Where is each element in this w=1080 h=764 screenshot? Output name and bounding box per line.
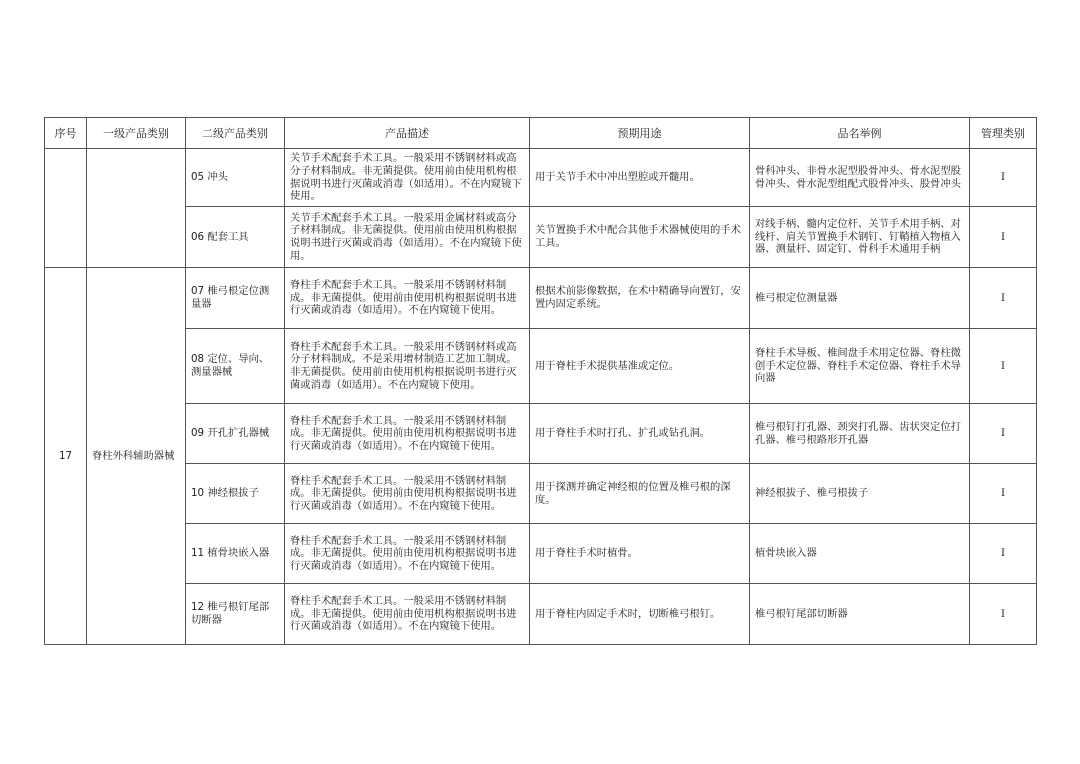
intended-use-cell: 根据术前影像数据，在术中精确导向置钉，安置内固定系统。 <box>530 268 750 329</box>
category2-cell: 10 神经根拔子 <box>186 464 285 524</box>
table-row <box>45 464 1037 524</box>
table-row <box>45 268 1037 329</box>
examples-cell: 脊柱手术导板、椎间盘手术用定位器、脊柱微创手术定位器、脊柱手术定位器、脊柱手术导向器 <box>750 329 970 404</box>
serial-number-cell: 17 <box>45 268 87 645</box>
product-classification-table <box>44 117 1037 645</box>
intended-use-cell: 用于脊柱手术时植骨。 <box>530 524 750 584</box>
category2-cell: 07 椎弓根定位测量器 <box>186 268 285 329</box>
table-row <box>45 584 1037 645</box>
examples-cell: 椎弓根定位测量器 <box>750 268 970 329</box>
table-row <box>45 149 1037 207</box>
description-cell: 脊柱手术配套手术工具。一般采用不锈钢材料制成。非无菌提供。使用前由使用机构根据说明书进行灭菌或消毒（如适用）。不在内窥镜下使用。 <box>285 464 530 524</box>
category2-cell: 11 植骨块嵌入器 <box>186 524 285 584</box>
category2-cell: 12 椎弓根钉尾部切断器 <box>186 584 285 645</box>
header-category-level1: 一级产品类别 <box>87 118 186 149</box>
category1-cell-empty <box>87 149 186 268</box>
header-intended-use: 预期用途 <box>530 118 750 149</box>
examples-cell: 椎弓根钉尾部切断器 <box>750 584 970 645</box>
examples-cell: 植骨块嵌入器 <box>750 524 970 584</box>
description-cell: 脊柱手术配套手术工具。一般采用不锈钢材料制成。非无菌提供。使用前由使用机构根据说明书进行灭菌或消毒（如适用）。不在内窥镜下使用。 <box>285 404 530 464</box>
description-cell: 脊柱手术配套手术工具。一般采用不锈钢材料制成。非无菌提供。使用前由使用机构根据说明书进行灭菌或消毒（如适用）。不在内窥镜下使用。 <box>285 584 530 645</box>
management-class-cell: I <box>970 464 1037 524</box>
intended-use-cell: 用于脊柱内固定手术时，切断椎弓根钉。 <box>530 584 750 645</box>
management-class-cell: I <box>970 207 1037 268</box>
intended-use-cell: 用于脊柱手术提供基准或定位。 <box>530 329 750 404</box>
category1-cell: 脊柱外科辅助器械 <box>87 268 186 645</box>
header-serial-number: 序号 <box>45 118 87 149</box>
header-management-class: 管理类别 <box>970 118 1037 149</box>
table-row <box>45 329 1037 404</box>
intended-use-cell: 用于探测并确定神经根的位置及椎弓根的深度。 <box>530 464 750 524</box>
examples-cell: 椎弓根钉打孔器、颈突打孔器、齿状突定位打孔器、椎弓根路形开孔器 <box>750 404 970 464</box>
category2-cell: 05 冲头 <box>186 149 285 207</box>
intended-use-cell: 用于脊柱手术时打孔、扩孔或钻孔洞。 <box>530 404 750 464</box>
management-class-cell: I <box>970 149 1037 207</box>
management-class-cell: I <box>970 524 1037 584</box>
intended-use-cell: 关节置换手术中配合其他手术器械使用的手术工具。 <box>530 207 750 268</box>
header-product-description: 产品描述 <box>285 118 530 149</box>
category2-cell: 09 开孔扩孔器械 <box>186 404 285 464</box>
header-category-level2: 二级产品类别 <box>186 118 285 149</box>
management-class-cell: I <box>970 329 1037 404</box>
examples-cell: 对线手柄、髓内定位杆、关节手术用手柄、对线杆、肩关节置换手术钢钉、钉鞘植入物植入器、测量杆、固定钉、骨科手术通用手柄 <box>750 207 970 268</box>
description-cell: 关节手术配套手术工具。一般采用金属材料或高分子材料制成。非无菌提供。使用前由使用机构根据说明书进行灭菌或消毒（如适用）。不在内窥镜下使用。 <box>285 207 530 268</box>
description-cell: 脊柱手术配套手术工具。一般采用不锈钢材料制成。非无菌提供。使用前由使用机构根据说明书进行灭菌或消毒（如适用）。不在内窥镜下使用。 <box>285 268 530 329</box>
table-row <box>45 404 1037 464</box>
table-row <box>45 524 1037 584</box>
category2-cell: 06 配套工具 <box>186 207 285 268</box>
table-header-row <box>45 118 1037 149</box>
intended-use-cell: 用于关节手术中冲出塑腔或开髓用。 <box>530 149 750 207</box>
examples-cell: 神经根拔子、椎弓根拔子 <box>750 464 970 524</box>
management-class-cell: I <box>970 584 1037 645</box>
header-product-examples: 品名举例 <box>750 118 970 149</box>
examples-cell: 骨科冲头、非骨水泥型股骨冲头、骨水泥型股骨冲头、骨水泥型组配式股骨冲头、股骨冲头 <box>750 149 970 207</box>
description-cell: 脊柱手术配套手术工具。一般采用不锈钢材料或高分子材料制成。不是采用增材制造工艺加工制成。非无菌提供。使用前由使用机构根据说明书进行灭菌或消毒（如适用）。不在内窥镜下使用。 <box>285 329 530 404</box>
management-class-cell: I <box>970 268 1037 329</box>
table-row <box>45 207 1037 268</box>
category2-cell: 08 定位、导向、测量器械 <box>186 329 285 404</box>
management-class-cell: I <box>970 404 1037 464</box>
description-cell: 脊柱手术配套手术工具。一般采用不锈钢材料制成。非无菌提供。使用前由使用机构根据说明书进行灭菌或消毒（如适用）。不在内窥镜下使用。 <box>285 524 530 584</box>
description-cell: 关节手术配套手术工具。一般采用不锈钢材料或高分子材料制成。非无菌提供。使用前由使用机构根据说明书进行灭菌或消毒（如适用）。不在内窥镜下使用。 <box>285 149 530 207</box>
serial-number-cell-empty <box>45 149 87 268</box>
